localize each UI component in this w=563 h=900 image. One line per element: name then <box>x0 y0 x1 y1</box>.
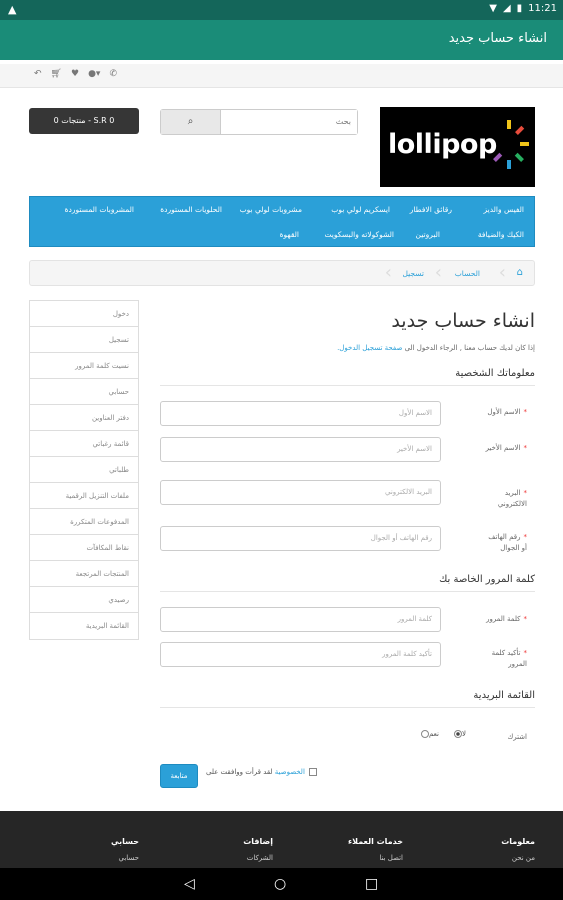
wifi-icon: ▼ <box>489 3 497 14</box>
logo[interactable] <box>380 107 535 187</box>
sidebar-item-orders[interactable]: طلباتي <box>30 457 138 483</box>
footer-col-info <box>501 837 535 862</box>
breadcrumb-item[interactable]: الحساب <box>454 269 480 278</box>
phone-label: *رقم الهاتف أو الجوال <box>488 533 527 552</box>
password-label: *كلمة المرور <box>486 615 527 623</box>
menu-item[interactable]: المشروبات المستوردة <box>64 205 134 214</box>
privacy-link[interactable]: الخصوصية <box>274 768 305 776</box>
sidebar-item-downloads[interactable]: ملفات التنزيل الرقمية <box>30 483 138 509</box>
status-bar <box>0 0 563 20</box>
search-box <box>160 109 358 135</box>
sidebar-item-wishlist[interactable]: قائمة رغباتي <box>30 431 138 457</box>
category-menu <box>29 196 535 247</box>
account-sidebar <box>29 300 139 640</box>
agree-checkbox[interactable] <box>309 768 317 776</box>
intro-message: إذا كان لديك حساب معنا , الرجاء الدخول الى <box>404 344 535 352</box>
cart-button[interactable] <box>29 108 139 134</box>
logo-text: lollipop <box>388 129 497 160</box>
sidebar-item-rewards[interactable]: نقاط المكافآت <box>30 535 138 561</box>
first-name-label: *الاسم الأول <box>487 408 527 416</box>
password-field[interactable]: كلمة المرور <box>160 607 441 632</box>
search-input[interactable] <box>221 110 357 134</box>
menu-item[interactable]: القهوة <box>279 230 299 239</box>
footer-heading: معلومات <box>501 837 535 846</box>
privacy-agreement <box>206 768 317 776</box>
continue-button[interactable]: متابعة <box>160 764 198 788</box>
footer-col-extras <box>243 837 273 862</box>
top-icons <box>34 69 117 79</box>
sidebar-item-recurring[interactable]: المدفوعات المتكررة <box>30 509 138 535</box>
menu-item[interactable]: رقائق الافطار <box>409 205 452 214</box>
share-icon[interactable]: ↶ <box>34 69 42 79</box>
radio-no[interactable] <box>454 730 462 738</box>
heart-icon[interactable]: ♥ <box>70 69 80 79</box>
back-icon[interactable]: ◁ <box>184 876 195 892</box>
chevron-icon: ‹ <box>434 262 442 283</box>
footer-col-account <box>111 837 139 862</box>
menu-item[interactable]: الشوكولاته والبسكويت <box>324 230 394 239</box>
agree-text: لقد قرأت ووافقت على <box>206 768 273 776</box>
status-time: 11:21 <box>528 3 557 14</box>
confirm-password-field[interactable]: تأكيد كلمة المرور <box>160 642 441 667</box>
signal-icon: ◢ <box>502 3 511 14</box>
section-personal: معلوماتك الشخصية <box>160 368 535 386</box>
newsletter-label: اشترك <box>507 733 527 741</box>
menu-item[interactable]: مشروبات لولي بوب <box>239 205 302 214</box>
last-name-field[interactable]: الاسم الأخير <box>160 437 441 462</box>
sidebar-item-balance[interactable]: رصيدي <box>30 587 138 613</box>
footer-link[interactable]: الشركات <box>246 854 273 862</box>
footer-col-services <box>348 837 403 862</box>
home-button-icon[interactable]: ○ <box>274 876 287 892</box>
menu-item[interactable]: البروتين <box>415 230 440 239</box>
footer-heading: إضافات <box>243 837 273 846</box>
email-field[interactable]: البريد الالكتروني <box>160 480 441 505</box>
cart-icon[interactable]: 🛒︎ <box>50 69 62 79</box>
app-bar <box>0 20 563 60</box>
footer-heading: خدمات العملاء <box>348 837 403 846</box>
intro-text <box>337 344 535 352</box>
sidebar-item-register[interactable]: تسجيل <box>30 327 138 353</box>
chevron-icon: ‹ <box>384 262 392 283</box>
menu-item[interactable]: الفيس والديز <box>483 205 524 214</box>
phone-field[interactable]: رقم الهاتف أو الجوال <box>160 526 441 551</box>
footer-link[interactable]: اتصل بنا <box>379 854 403 862</box>
breadcrumb <box>29 260 535 286</box>
cart-label: 0 منتجات - S.R 0 <box>53 116 115 125</box>
menu-item[interactable]: ايسكريم لولي بوب <box>331 205 390 214</box>
sidebar-item-newsletter[interactable]: القائمة البريدية <box>85 622 129 630</box>
sidebar-item-forgot-password[interactable]: نسيت كلمة المرور <box>30 353 138 379</box>
sidebar-item-returns[interactable]: المنتجات المرتجعة <box>30 561 138 587</box>
user-icon[interactable]: ●▾ <box>88 69 101 79</box>
newsletter-yes[interactable]: نعم <box>418 730 439 738</box>
email-label: *البريد الالكتروني <box>497 489 527 508</box>
first-name-field[interactable]: الاسم الأول <box>160 401 441 426</box>
footer-link[interactable]: من نحن <box>511 854 535 862</box>
section-password: كلمة المرور الخاصة بك <box>160 574 535 592</box>
footer <box>0 811 563 868</box>
footer-heading: حسابي <box>110 837 139 846</box>
battery-icon: ▮ <box>516 3 523 14</box>
logo-burst-icon <box>490 120 530 170</box>
app-title: انشاء حساب جديد <box>448 31 547 46</box>
recents-icon[interactable]: □ <box>365 876 379 892</box>
newsletter-no[interactable]: لا <box>451 730 466 738</box>
sidebar-item-address-book[interactable]: دفتر العناوين <box>30 405 138 431</box>
menu-item[interactable]: الكيك والضيافة <box>477 230 524 239</box>
search-button[interactable] <box>161 110 221 134</box>
radio-yes[interactable] <box>421 730 429 738</box>
confirm-password-label: *تأكيد كلمة المرور <box>491 649 527 668</box>
footer-link[interactable]: حسابي <box>118 854 139 862</box>
status-icons <box>489 3 557 14</box>
last-name-label: *الاسم الأخير <box>485 444 527 452</box>
newsletter-options <box>418 730 466 738</box>
section-newsletter: القائمة البريدية <box>160 690 535 708</box>
sidebar-item-account[interactable]: حسابي <box>30 379 138 405</box>
login-page-link[interactable]: صفحة تسجيل الدخول. <box>337 344 403 352</box>
top-bar <box>0 64 563 88</box>
sidebar-item-login[interactable]: دخول <box>30 301 138 327</box>
menu-item[interactable]: الحلويات المستوردة <box>160 205 222 214</box>
system-nav-bar <box>0 868 563 900</box>
warning-icon: ▲ <box>8 3 17 16</box>
search-icon: ⌕ <box>187 116 194 127</box>
home-icon[interactable]: ⌂ <box>516 267 523 278</box>
page-title: انشاء حساب جديد <box>391 310 535 332</box>
breadcrumb-item[interactable]: تسجيل <box>402 269 424 278</box>
chevron-icon: ‹ <box>498 262 506 283</box>
phone-icon[interactable]: ✆ <box>109 69 117 79</box>
